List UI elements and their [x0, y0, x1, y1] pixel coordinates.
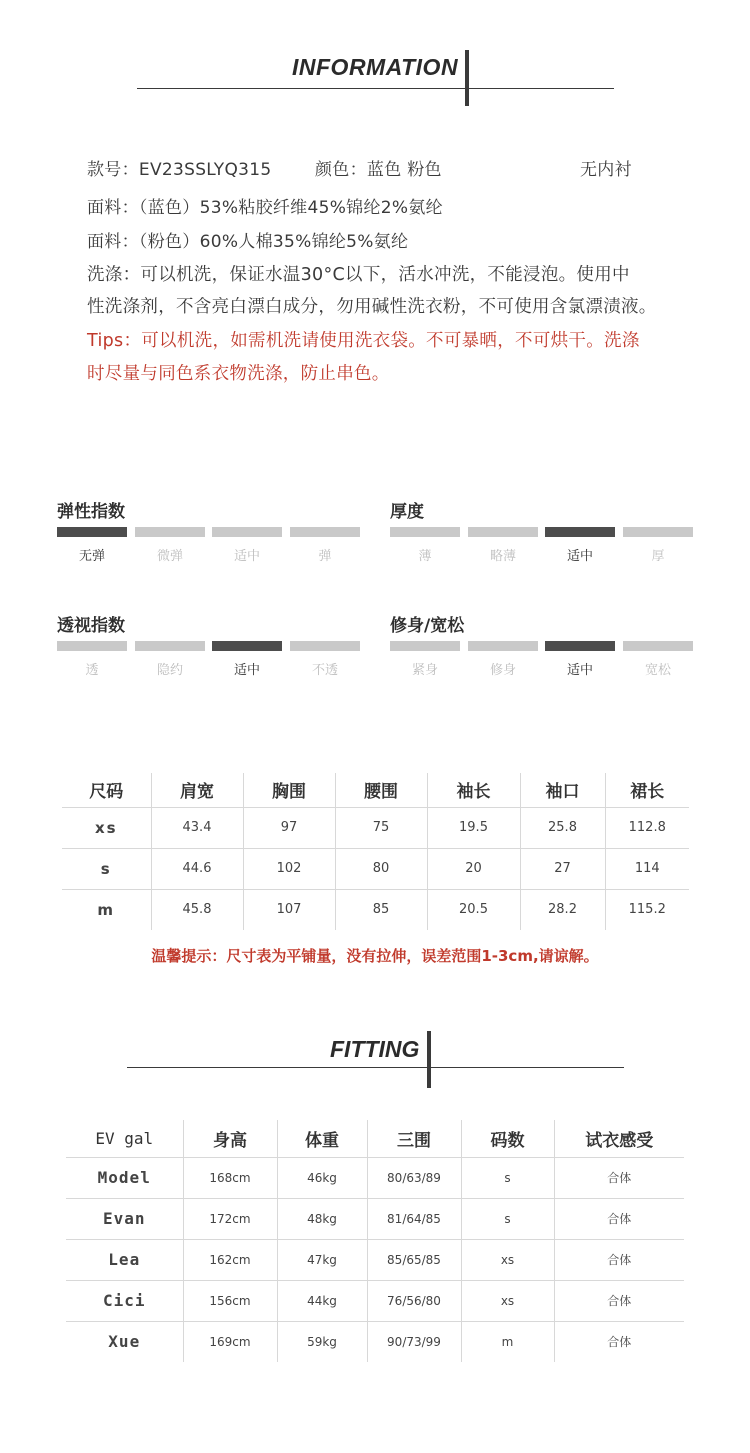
- size-cell: 107: [243, 889, 335, 930]
- size-header-cell: 袖口: [520, 773, 605, 807]
- scale-option-label: 适中: [233, 663, 260, 678]
- size-cell: 19.5: [427, 807, 520, 848]
- fitting-header-cell: 码数: [461, 1120, 554, 1157]
- fitting-cell: 44kg: [277, 1280, 367, 1321]
- scale-segment: [623, 641, 693, 651]
- fitting-cell: s: [461, 1157, 554, 1198]
- table-row: [66, 1280, 684, 1321]
- size-header-cell: 胸围: [243, 773, 335, 807]
- size-cell: 114: [605, 848, 689, 889]
- scale-option-label: 厚: [651, 549, 665, 564]
- size-cell: 25.8: [520, 807, 605, 848]
- size-cell: 20: [427, 848, 520, 889]
- scale-option-label: 紧身: [411, 663, 438, 678]
- scale-title: 弹性指数: [57, 502, 125, 522]
- size-cell: xs: [62, 807, 151, 848]
- tips-line-2: 时尽量与同色系衣物洗涤，防止串色。: [87, 364, 390, 384]
- scale-title: 厚度: [390, 502, 424, 522]
- size-header-cell: 肩宽: [151, 773, 243, 807]
- size-cell: 115.2: [605, 889, 689, 930]
- table-row: [62, 848, 689, 889]
- size-cell: 45.8: [151, 889, 243, 930]
- model-name: Model: [66, 1157, 183, 1198]
- fitting-cell: 76/56/80: [367, 1280, 461, 1321]
- scale-option-label: 透: [85, 663, 99, 678]
- lining-info: 无内衬: [580, 160, 632, 180]
- header-rule: [137, 88, 614, 89]
- color-info: 颜色：蓝色 粉色: [315, 160, 442, 180]
- fitting-cell: 90/73/99: [367, 1321, 461, 1362]
- fitting-cell: s: [461, 1198, 554, 1239]
- fitting-header-cell: 体重: [277, 1120, 367, 1157]
- size-cell: 20.5: [427, 889, 520, 930]
- fitting-header: [0, 1020, 750, 1100]
- fitting-cell: 合体: [554, 1321, 684, 1362]
- size-table: [62, 773, 689, 930]
- size-cell: 28.2: [520, 889, 605, 930]
- scale-segment-selected: [545, 527, 615, 537]
- fitting-cell: 156cm: [183, 1280, 277, 1321]
- fitting-cell: 46kg: [277, 1157, 367, 1198]
- scale-option-label: 薄: [418, 549, 432, 564]
- scale-option-label: 微弹: [156, 549, 183, 564]
- scale-segment-selected: [545, 641, 615, 651]
- size-header-cell: 尺码: [62, 773, 151, 807]
- model-name: Cici: [66, 1280, 183, 1321]
- fitting-table: [66, 1120, 684, 1362]
- scale-option-label: 略薄: [489, 549, 516, 564]
- scale-segment: [135, 641, 205, 651]
- fitting-table-body: [66, 1157, 684, 1362]
- scale-segment: [468, 641, 538, 651]
- table-row: [66, 1239, 684, 1280]
- fitting-header-cell: 三围: [367, 1120, 461, 1157]
- fitting-cell: 59kg: [277, 1321, 367, 1362]
- size-table-body: [62, 807, 689, 930]
- fitting-cell: 合体: [554, 1198, 684, 1239]
- information-header: [0, 0, 750, 110]
- size-table-header: [62, 773, 689, 807]
- header-accent-bar: [465, 50, 469, 106]
- scale-segment-selected: [212, 641, 282, 651]
- scale-segment: [468, 527, 538, 537]
- fabric-pink: 面料：（粉色）60%人棉35%锦纶5%氨纶: [87, 232, 409, 252]
- size-cell: 44.6: [151, 848, 243, 889]
- scale-option-label: 无弹: [78, 549, 105, 564]
- fitting-cell: 162cm: [183, 1239, 277, 1280]
- scale-option-label: 适中: [566, 663, 593, 678]
- scale-option-label: 适中: [233, 549, 260, 564]
- size-cell: 27: [520, 848, 605, 889]
- style-number: 款号：EV23SSLYQ315: [87, 160, 272, 180]
- information-title: INFORMATION: [292, 54, 459, 80]
- fitting-cell: 48kg: [277, 1198, 367, 1239]
- scale-title: 透视指数: [57, 616, 125, 636]
- fitting-cell: 81/64/85: [367, 1198, 461, 1239]
- fitting-header-cell: 试衣感受: [554, 1120, 684, 1157]
- fitting-cell: m: [461, 1321, 554, 1362]
- fitting-cell: 168cm: [183, 1157, 277, 1198]
- size-cell: m: [97, 900, 116, 919]
- scale-option-label: 隐约: [156, 663, 183, 678]
- size-cell: 97: [243, 807, 335, 848]
- scale-option-label: 弹: [318, 549, 332, 564]
- fitting-cell: 合体: [554, 1239, 684, 1280]
- table-row: [66, 1321, 684, 1362]
- size-cell: 85: [335, 889, 427, 930]
- scale-segment: [623, 527, 693, 537]
- fitting-cell: 47kg: [277, 1239, 367, 1280]
- fitting-cell: 合体: [554, 1280, 684, 1321]
- header-rule: [127, 1067, 624, 1068]
- scale-segment: [212, 527, 282, 537]
- size-cell: 80: [335, 848, 427, 889]
- wash-line-1: 洗涤：可以机洗，保证水温30°C以下，活水冲洗，不能浸泡。使用中: [87, 265, 630, 285]
- fitting-header-cell: EV gal: [66, 1120, 183, 1157]
- scale-option-label: 修身: [489, 663, 516, 678]
- size-cell: 43.4: [151, 807, 243, 848]
- header-accent-bar: [427, 1031, 431, 1088]
- size-cell: 75: [335, 807, 427, 848]
- scale-segment: [290, 641, 360, 651]
- table-row: [66, 1198, 684, 1239]
- size-header-cell: 袖长: [427, 773, 520, 807]
- scale-option-label: 适中: [566, 549, 593, 564]
- fitting-title: FITTING: [330, 1036, 420, 1062]
- model-name: Lea: [66, 1239, 183, 1280]
- scale-option-label: 不透: [311, 663, 338, 678]
- wash-line-2: 性洗涤剂，不含亮白漂白成分，勿用碱性洗衣粉，不可使用含氯漂渍液。: [87, 297, 657, 317]
- fitting-cell: xs: [461, 1280, 554, 1321]
- size-header-cell: 腰围: [335, 773, 427, 807]
- scale-segment: [57, 641, 127, 651]
- tips-line-1: Tips：可以机洗，如需机洗请使用洗衣袋。不可暴晒，不可烘干。洗涤: [87, 331, 640, 351]
- scale-segment: [290, 527, 360, 537]
- fitting-cell: 169cm: [183, 1321, 277, 1362]
- scale-segment: [390, 641, 460, 651]
- scale-option-label: 宽松: [644, 663, 671, 678]
- scale-segment: [390, 527, 460, 537]
- fabric-blue: 面料：（蓝色）53%粘胶纤维45%锦纶2%氨纶: [87, 198, 443, 218]
- size-cell: s: [62, 848, 151, 889]
- size-note: 温馨提示：尺寸表为平铺量，没有拉伸，误差范围1-3cm,请谅解。: [151, 947, 599, 965]
- size-header-cell: 裙长: [605, 773, 689, 807]
- fitting-cell: 172cm: [183, 1198, 277, 1239]
- table-row: [66, 1157, 684, 1198]
- size-cell: 112.8: [605, 807, 689, 848]
- size-cell: 102: [243, 848, 335, 889]
- table-row: [62, 807, 689, 848]
- fitting-cell: 80/63/89: [367, 1157, 461, 1198]
- scale-segment: [135, 527, 205, 537]
- fitting-table-header: [66, 1120, 684, 1157]
- fitting-cell: 85/65/85: [367, 1239, 461, 1280]
- scale-segment-selected: [57, 527, 127, 537]
- scale-title: 修身/宽松: [390, 616, 465, 636]
- fitting-cell: xs: [461, 1239, 554, 1280]
- model-name: Evan: [66, 1198, 183, 1239]
- table-row: [62, 889, 689, 930]
- fitting-cell: 合体: [554, 1157, 684, 1198]
- model-name: Xue: [108, 1332, 141, 1352]
- fitting-header-cell: 身高: [183, 1120, 277, 1157]
